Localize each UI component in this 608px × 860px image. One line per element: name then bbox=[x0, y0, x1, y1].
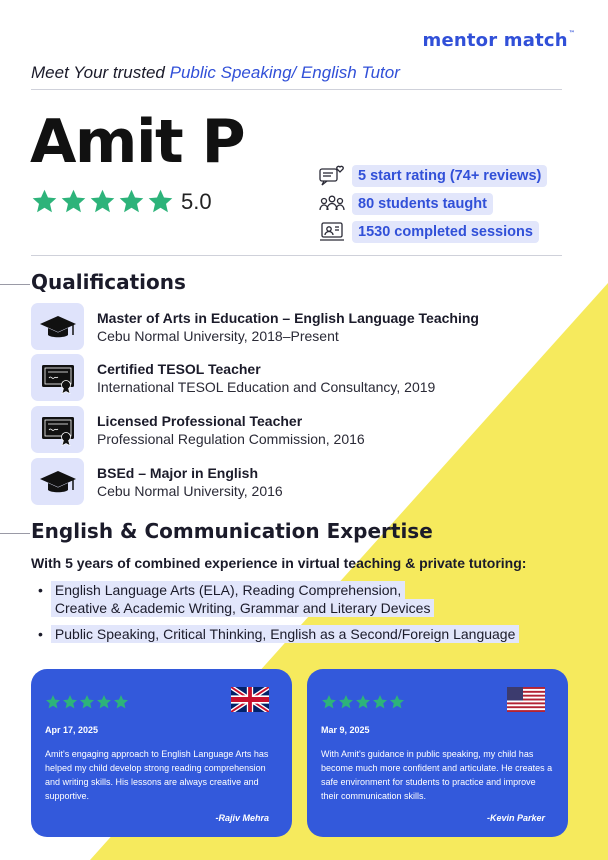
rating-value: 5.0 bbox=[181, 188, 212, 214]
section-leader-line bbox=[0, 284, 30, 285]
certificate-icon bbox=[38, 361, 78, 395]
certificate-icon bbox=[38, 413, 78, 447]
star-icon bbox=[389, 694, 405, 710]
qualification-text bbox=[97, 310, 479, 344]
tutor-rating bbox=[31, 188, 212, 215]
stat-sessions-text: 1530 completed sessions bbox=[352, 221, 539, 243]
qualification-text bbox=[97, 413, 365, 447]
stat-rating bbox=[318, 162, 547, 190]
graduation-cap-icon bbox=[38, 465, 78, 499]
qualification-title: Licensed Professional Teacher bbox=[97, 412, 303, 429]
star-icon bbox=[62, 694, 78, 710]
stat-rating-text: 5 start rating (74+ reviews) bbox=[352, 165, 547, 187]
review-text: Amit's engaging approach to English Language Arts has helped my child develop strong reading comprehension and writing skills. His lessons are always creative and supportive. bbox=[45, 749, 269, 801]
online-session-icon bbox=[318, 220, 346, 244]
qualification-subtitle: Professional Regulation Commission, 2016 bbox=[97, 430, 365, 447]
tagline-subject: Public Speaking/ English Tutor bbox=[169, 63, 400, 82]
star-icon bbox=[355, 694, 371, 710]
review-text: With Amit's guidance in public speaking, my child has become much more confident and articulate. He creates a safe environment for students to practice and improve their communication skills. bbox=[321, 749, 553, 801]
stat-sessions bbox=[318, 218, 547, 246]
uk-flag-icon bbox=[231, 687, 269, 712]
trademark-mark: ™ bbox=[568, 30, 575, 37]
us-flag-icon bbox=[507, 687, 545, 712]
graduation-cap-icon bbox=[38, 310, 78, 344]
star-icon bbox=[79, 694, 95, 710]
bullet-dot: • bbox=[38, 582, 43, 598]
review-card bbox=[31, 669, 292, 837]
tutor-stats bbox=[318, 162, 547, 246]
students-group-icon bbox=[318, 192, 346, 216]
bullet-line: Public Speaking, Critical Thinking, English as a Second/Foreign Language bbox=[51, 625, 519, 643]
qualification-item bbox=[31, 303, 479, 350]
bullet-text-block bbox=[51, 626, 519, 644]
mentor-match-logo[interactable] bbox=[423, 30, 576, 51]
qualification-title: Certified TESOL Teacher bbox=[97, 360, 261, 377]
review-author: -Rajiv Mehra bbox=[215, 813, 269, 823]
qualification-subtitle: International TESOL Education and Consultancy, 2019 bbox=[97, 378, 436, 395]
tagline-lead: Meet Your trusted bbox=[31, 63, 170, 82]
profile-divider bbox=[31, 255, 562, 256]
review-card bbox=[307, 669, 568, 837]
review-date: Apr 17, 2025 bbox=[45, 725, 99, 735]
star-icon bbox=[96, 694, 112, 710]
qualification-text bbox=[97, 361, 435, 395]
qualification-title: Master of Arts in Education – English Language Teaching bbox=[97, 309, 479, 326]
expertise-title: English & Communication Expertise bbox=[31, 519, 433, 543]
review-stars bbox=[45, 694, 130, 710]
qualification-subtitle: Cebu Normal University, 2018–Present bbox=[97, 327, 339, 344]
star-icon bbox=[89, 188, 116, 215]
review-stars bbox=[321, 694, 406, 710]
bullet-dot: • bbox=[38, 626, 43, 642]
bullet-text-block bbox=[51, 582, 435, 618]
review-bubble-icon bbox=[318, 164, 346, 188]
qualification-item bbox=[31, 458, 283, 505]
qualification-title: BSEd – Major in English bbox=[97, 464, 259, 481]
bullet-line: Creative & Academic Writing, Grammar and Literary Devices bbox=[51, 599, 435, 617]
star-icon bbox=[60, 188, 87, 215]
header-divider bbox=[31, 89, 562, 90]
bullet-line: English Language Arts (ELA), Reading Comprehension, bbox=[51, 581, 405, 599]
star-icon bbox=[147, 188, 174, 215]
bullet-row bbox=[38, 582, 434, 618]
star-icon bbox=[372, 694, 388, 710]
qualification-icon-box bbox=[31, 303, 84, 350]
qualification-icon-box bbox=[31, 458, 84, 505]
expertise-lead: With 5 years of combined experience in virtual teaching & private tutoring: bbox=[31, 555, 527, 571]
qualification-icon-box bbox=[31, 406, 84, 453]
star-icon bbox=[321, 694, 337, 710]
logo-text: mentor match bbox=[422, 30, 568, 51]
star-icon bbox=[45, 694, 61, 710]
star-icon bbox=[118, 188, 145, 215]
review-date: Mar 9, 2025 bbox=[321, 725, 370, 735]
qualification-subtitle: Cebu Normal University, 2016 bbox=[97, 482, 283, 499]
tutor-name: Amit P bbox=[30, 107, 245, 177]
section-leader-line bbox=[0, 533, 30, 534]
qualification-item bbox=[31, 406, 365, 453]
star-icon bbox=[31, 188, 58, 215]
stat-students-text: 80 students taught bbox=[352, 193, 493, 215]
star-icon bbox=[113, 694, 129, 710]
expertise-bullet bbox=[38, 582, 434, 618]
expertise-bullet bbox=[38, 626, 519, 644]
bullet-row bbox=[38, 626, 519, 644]
stat-students bbox=[318, 190, 547, 218]
qualification-text bbox=[97, 465, 283, 499]
qualification-icon-box bbox=[31, 354, 84, 401]
qualifications-title: Qualifications bbox=[31, 270, 186, 294]
star-icon bbox=[338, 694, 354, 710]
tagline bbox=[31, 63, 400, 83]
qualification-item bbox=[31, 354, 435, 401]
review-author: -Kevin Parker bbox=[486, 813, 545, 823]
